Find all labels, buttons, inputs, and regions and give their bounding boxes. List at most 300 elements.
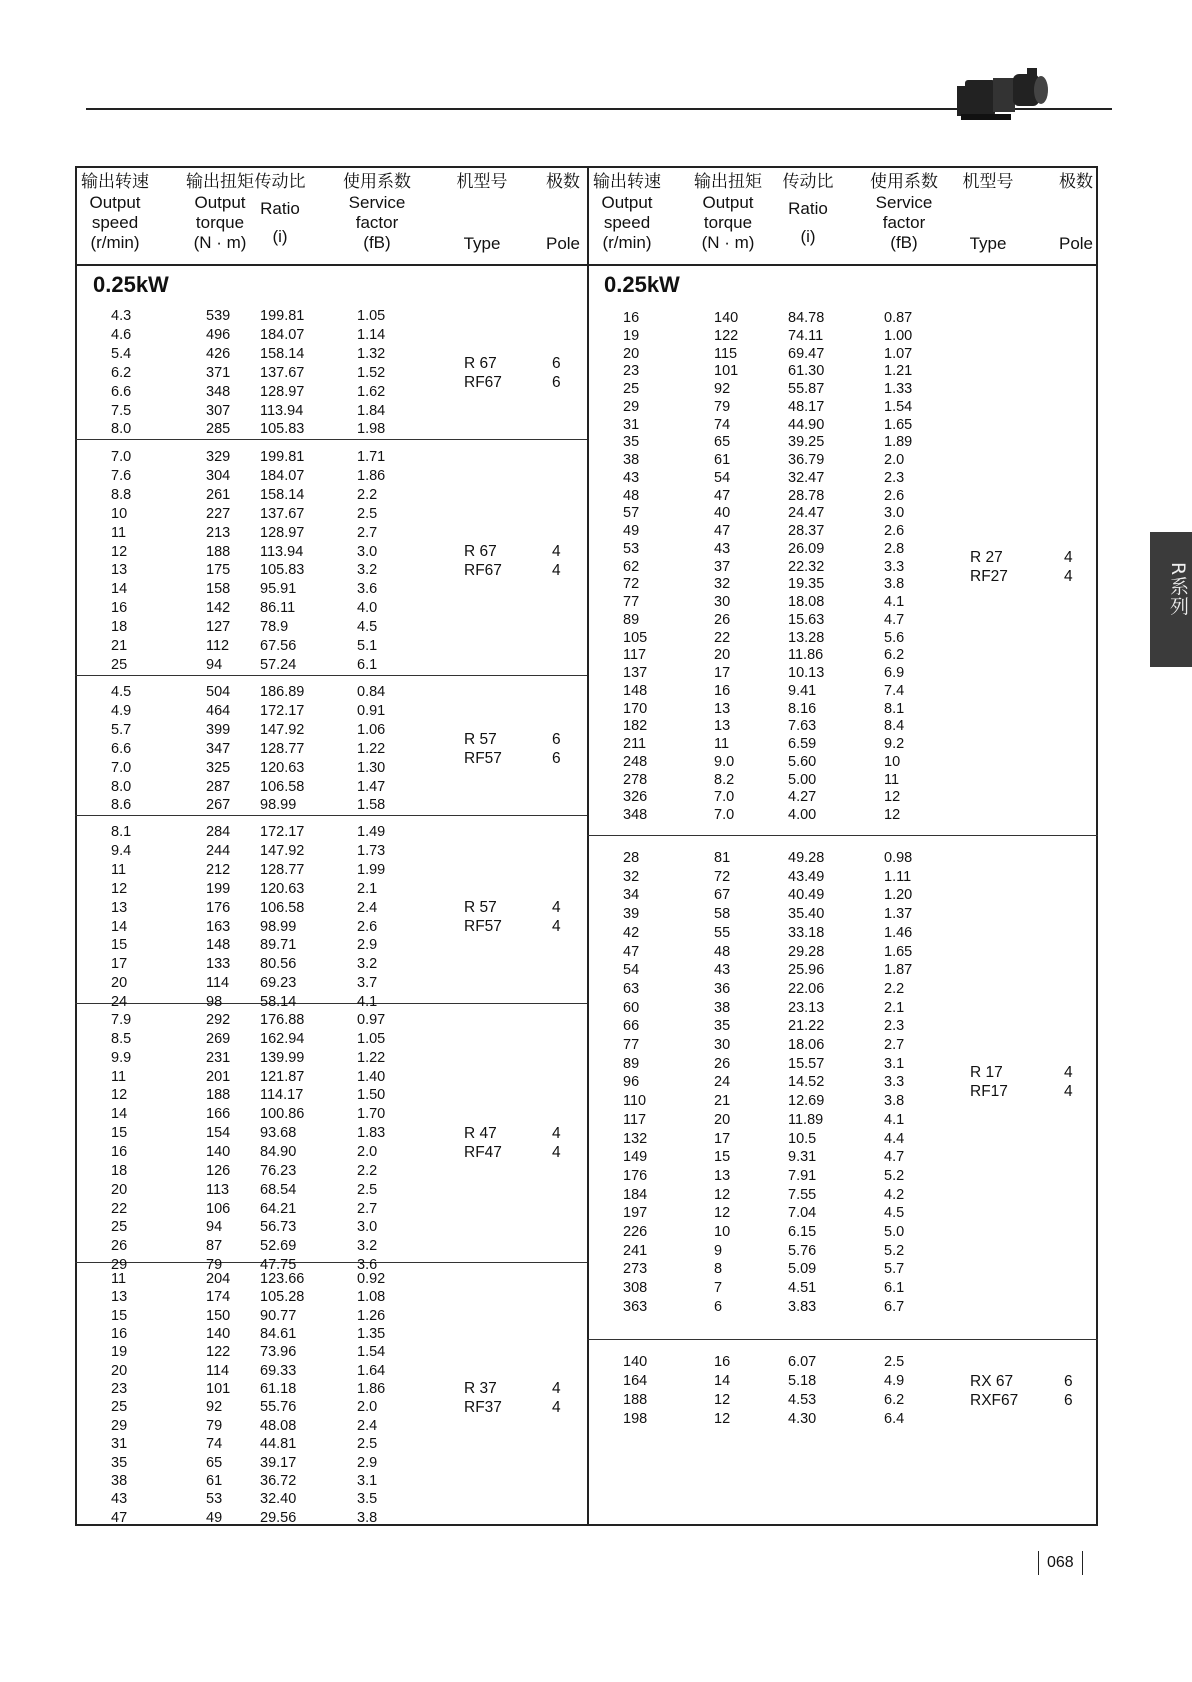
torque-cell: 36 (714, 980, 731, 997)
service-factor-cell: 2.0 (884, 452, 905, 468)
service-factor-cell: 2.9 (357, 937, 378, 954)
speed-cell: 96 (623, 1074, 640, 1091)
table-row (0, 1353, 1192, 1371)
ratio-cell: 11.86 (788, 647, 824, 664)
header-type-en: Type (463, 234, 501, 253)
ratio-cell: 40.49 (788, 887, 825, 904)
ratio-cell: 8.16 (788, 700, 817, 717)
service-factor-cell: 12 (884, 807, 901, 823)
speed-cell: 14 (111, 581, 128, 598)
speed-cell: 9.4 (111, 842, 132, 859)
torque-cell: 126 (206, 1162, 231, 1179)
speed-cell: 47 (111, 1509, 128, 1526)
ratio-cell: 11.89 (788, 1111, 824, 1128)
ratio-cell: 95.91 (260, 581, 297, 598)
speed-cell: 72 (623, 576, 640, 593)
speed-cell: 4.6 (111, 326, 132, 343)
speed-cell: 24 (111, 994, 128, 1011)
torque-cell: 47 (714, 523, 731, 539)
torque-cell: 12 (714, 1392, 731, 1408)
table-row (0, 1204, 1192, 1222)
ratio-cell: 19.35 (788, 576, 825, 593)
speed-cell: 176 (623, 1167, 648, 1184)
service-factor-cell: 1.62 (357, 383, 386, 400)
speed-cell: 9.9 (111, 1049, 132, 1066)
table-row (0, 629, 1192, 647)
ratio-cell: 5.00 (788, 771, 817, 788)
speed-cell: 77 (623, 594, 640, 610)
group-separator (587, 835, 1098, 836)
table-row (0, 823, 1192, 841)
service-factor-cell: 2.1 (357, 880, 378, 897)
ratio-cell: 139.99 (260, 1049, 305, 1066)
service-factor-cell: 1.49 (357, 824, 386, 840)
service-factor-cell: 1.86 (357, 1381, 386, 1398)
ratio-cell: 14.52 (788, 1074, 825, 1091)
ratio-cell: 28.78 (788, 487, 825, 504)
speed-cell: 28 (623, 850, 640, 866)
table-row (0, 868, 1192, 886)
speed-cell: 13 (111, 562, 128, 579)
header-service-line: (fB) (363, 233, 391, 252)
torque-cell: 287 (206, 778, 231, 795)
table-row (0, 469, 1192, 487)
torque-cell: 10 (714, 1224, 731, 1240)
ratio-cell: 36.72 (260, 1472, 297, 1489)
service-factor-cell: 1.98 (357, 421, 386, 438)
ratio-cell: 128.77 (260, 861, 305, 878)
table-row (0, 1017, 1192, 1035)
torque-cell: 7.0 (714, 807, 735, 823)
torque-cell: 127 (206, 619, 231, 636)
speed-cell: 12 (111, 543, 128, 560)
ratio-cell: 6.07 (788, 1354, 817, 1370)
speed-cell: 12 (111, 880, 128, 897)
speed-cell: 20 (111, 1362, 128, 1379)
speed-cell: 49 (623, 523, 640, 539)
ratio-cell: 113.94 (260, 543, 304, 560)
table-row (0, 1167, 1192, 1185)
ratio-cell: 52.69 (260, 1238, 297, 1255)
table-row (0, 451, 1192, 469)
ratio-cell: 64.21 (260, 1200, 297, 1217)
ratio-cell: 61.18 (260, 1381, 297, 1398)
table-row (0, 788, 1192, 806)
ratio-cell: 100.86 (260, 1106, 305, 1123)
speed-cell: 6.6 (111, 383, 132, 400)
ratio-cell: 4.51 (788, 1280, 817, 1297)
header-pole-cn: 极数 (546, 172, 580, 191)
ratio-cell: 84.61 (260, 1326, 297, 1343)
table-row (0, 1372, 1192, 1390)
service-factor-cell: 8.1 (884, 700, 905, 717)
ratio-cell: 10.13 (788, 665, 825, 681)
torque-cell: 213 (206, 524, 231, 541)
torque-cell: 40 (714, 505, 731, 522)
speed-cell: 23 (111, 1381, 128, 1398)
pole-label: 4 (1064, 1064, 1073, 1082)
pole-label: 4 (552, 918, 561, 936)
speed-cell: 7.9 (111, 1012, 132, 1028)
ratio-cell: 3.83 (788, 1298, 817, 1315)
torque-cell: 371 (206, 364, 231, 381)
ratio-cell: 69.33 (260, 1362, 297, 1379)
service-factor-cell: 4.5 (357, 619, 378, 636)
speed-cell: 7.5 (111, 402, 132, 419)
ratio-cell: 172.17 (260, 702, 305, 719)
service-factor-cell: 1.58 (357, 797, 386, 814)
table-row (0, 1111, 1192, 1129)
ratio-cell: 12.69 (788, 1093, 825, 1110)
speed-cell: 43 (623, 469, 640, 486)
speed-cell: 16 (623, 310, 640, 326)
header-ratio (245, 172, 315, 247)
ratio-cell: 33.18 (788, 924, 825, 941)
service-factor-cell: 1.05 (357, 308, 386, 324)
torque-cell: 284 (206, 824, 231, 840)
service-factor-cell: 7.4 (884, 682, 905, 699)
type-label: RXF67 (970, 1391, 1019, 1409)
torque-cell: 292 (206, 1012, 231, 1028)
service-factor-cell: 3.1 (357, 1472, 378, 1489)
torque-cell: 37 (714, 558, 731, 575)
speed-cell: 8.1 (111, 824, 132, 840)
table-row (0, 522, 1192, 540)
table-row (0, 327, 1192, 345)
torque-cell: 61 (714, 452, 731, 468)
torque-cell: 6 (714, 1298, 723, 1315)
table-row (0, 664, 1192, 682)
ratio-cell: 43.49 (788, 868, 825, 885)
speed-cell: 16 (111, 600, 128, 617)
torque-cell: 12 (714, 1205, 731, 1222)
ratio-cell: 29.28 (788, 943, 825, 960)
torque-cell: 154 (206, 1125, 231, 1142)
ratio-cell: 120.63 (260, 880, 305, 897)
header-service-line: Service (875, 193, 933, 212)
pole-label: 6 (552, 730, 561, 748)
ratio-cell: 106.58 (260, 778, 305, 795)
group-separator (587, 1339, 1098, 1340)
table-row (0, 1298, 1192, 1316)
torque-cell: 12 (714, 1186, 731, 1203)
torque-cell: 12 (714, 1411, 731, 1427)
torque-cell: 92 (714, 381, 731, 397)
ratio-cell: 13.28 (788, 629, 825, 646)
speed-cell: 25 (111, 1399, 128, 1416)
service-factor-cell: 4.9 (884, 1373, 905, 1389)
ratio-cell: 98.99 (260, 918, 297, 935)
service-factor-cell: 2.3 (884, 469, 905, 486)
service-factor-cell: 2.9 (357, 1454, 378, 1471)
torque-cell: 188 (206, 1087, 231, 1104)
pole-label: 6 (1064, 1391, 1073, 1409)
header-torque-line: 输出扭矩 (694, 172, 762, 192)
header-service (329, 172, 425, 253)
header-torque-line: (N · m) (193, 233, 247, 252)
speed-cell: 25 (111, 656, 128, 673)
torque-cell: 32 (714, 576, 731, 593)
service-factor-cell: 6.9 (884, 665, 905, 681)
speed-cell: 15 (111, 937, 128, 954)
ratio-cell: 137.67 (260, 505, 305, 522)
torque-cell: 16 (714, 1354, 731, 1370)
speed-cell: 226 (623, 1224, 648, 1240)
table-row (0, 1279, 1192, 1297)
speed-cell: 60 (623, 999, 640, 1016)
service-factor-cell: 2.2 (357, 486, 378, 503)
table-row (0, 849, 1192, 867)
service-factor-cell: 3.8 (357, 1509, 378, 1526)
ratio-cell: 47.75 (260, 1257, 297, 1274)
table-row (0, 309, 1192, 327)
torque-cell: 13 (714, 1167, 731, 1184)
speed-cell: 4.9 (111, 702, 132, 719)
speed-cell: 18 (111, 1162, 128, 1179)
torque-cell: 101 (714, 363, 739, 380)
ratio-cell: 120.63 (260, 759, 305, 776)
service-factor-cell: 1.06 (357, 721, 386, 738)
ratio-cell: 6.59 (788, 736, 817, 752)
torque-cell: 112 (206, 638, 230, 654)
gear-motor-icon (955, 66, 1055, 122)
torque-cell: 47 (714, 487, 731, 504)
ratio-cell: 80.56 (260, 956, 297, 973)
service-factor-cell: 0.97 (357, 1012, 386, 1028)
torque-cell: 43 (714, 540, 731, 557)
speed-cell: 6.6 (111, 740, 132, 757)
speed-cell: 308 (623, 1280, 648, 1297)
service-factor-cell: 3.2 (357, 956, 378, 973)
torque-cell: 113 (206, 1181, 230, 1198)
service-factor-cell: 1.99 (357, 861, 386, 878)
torque-cell: 72 (714, 868, 731, 885)
service-factor-cell: 2.5 (884, 1354, 905, 1370)
type-label: R 57 (464, 730, 497, 748)
table-row (0, 999, 1192, 1017)
speed-cell: 20 (623, 345, 640, 362)
torque-cell: 67 (714, 887, 731, 904)
torque-cell: 269 (206, 1030, 231, 1047)
table-row (0, 943, 1192, 961)
speed-cell: 273 (623, 1261, 648, 1278)
ratio-cell: 4.30 (788, 1411, 817, 1427)
torque-cell: 7 (714, 1280, 723, 1297)
service-factor-cell: 6.7 (884, 1298, 905, 1315)
torque-cell: 55 (714, 924, 731, 941)
service-factor-cell: 1.00 (884, 327, 913, 344)
ratio-cell: 176.88 (260, 1012, 305, 1028)
table-row (0, 1223, 1192, 1241)
header-service-line: 使用系数 (343, 172, 411, 192)
torque-cell: 8 (714, 1261, 723, 1278)
service-factor-cell: 2.7 (357, 524, 378, 541)
torque-cell: 174 (206, 1289, 231, 1306)
torque-cell: 348 (206, 383, 231, 400)
service-factor-cell: 3.2 (357, 562, 378, 579)
table-row (0, 540, 1192, 558)
service-factor-cell: 3.8 (884, 576, 905, 593)
service-factor-cell: 1.50 (357, 1087, 386, 1104)
table-row (0, 1148, 1192, 1166)
service-factor-cell: 3.0 (357, 543, 378, 560)
table-row (0, 886, 1192, 904)
header-service-line: 使用系数 (870, 172, 938, 192)
torque-cell: 140 (206, 1143, 231, 1160)
torque-cell: 347 (206, 740, 231, 757)
ratio-cell: 18.06 (788, 1037, 825, 1053)
service-factor-cell: 2.6 (884, 487, 905, 504)
speed-cell: 17 (111, 956, 128, 973)
speed-cell: 25 (111, 1219, 128, 1236)
type-label: R 47 (464, 1124, 497, 1142)
speed-cell: 14 (111, 1106, 128, 1123)
speed-cell: 21 (111, 638, 128, 654)
service-factor-cell: 1.54 (357, 1344, 386, 1361)
speed-cell: 77 (623, 1037, 640, 1053)
speed-cell: 39 (623, 906, 640, 923)
pole-label: 4 (552, 1124, 561, 1142)
header-ratio-line: (i) (800, 227, 816, 246)
service-factor-cell: 2.0 (357, 1399, 378, 1416)
torque-cell: 101 (206, 1381, 231, 1398)
page-number: 068 (1038, 1551, 1083, 1575)
speed-cell: 62 (623, 558, 640, 575)
service-factor-cell: 0.92 (357, 1271, 386, 1287)
torque-cell: 43 (714, 962, 731, 979)
table-row (0, 806, 1192, 824)
service-factor-cell: 10 (884, 753, 901, 770)
service-factor-cell: 6.1 (357, 656, 378, 673)
service-factor-cell: 1.14 (357, 326, 386, 343)
torque-cell: 261 (206, 486, 231, 503)
type-label: RF57 (464, 918, 502, 936)
speed-cell: 182 (623, 718, 648, 735)
speed-cell: 117 (623, 647, 647, 664)
pole-label: 4 (552, 542, 561, 560)
header-speed-line: Output (601, 193, 653, 212)
ratio-cell: 35.40 (788, 906, 825, 923)
speed-cell: 31 (623, 416, 640, 433)
speed-cell: 54 (623, 962, 640, 979)
torque-cell: 17 (714, 665, 731, 681)
torque-cell: 199 (206, 880, 231, 897)
pole-label: 4 (552, 1380, 561, 1398)
service-factor-cell: 2.4 (357, 1417, 378, 1434)
header-type-en: Type (969, 234, 1007, 253)
ratio-cell: 128.77 (260, 740, 305, 757)
service-factor-cell: 1.65 (884, 943, 913, 960)
speed-cell: 110 (623, 1093, 647, 1110)
pole-label: 6 (552, 373, 561, 391)
ratio-cell: 98.99 (260, 797, 297, 814)
ratio-cell: 199.81 (260, 449, 305, 465)
service-factor-cell: 1.86 (357, 467, 386, 484)
table-row (0, 771, 1192, 789)
ratio-cell: 137.67 (260, 364, 305, 381)
speed-cell: 4.5 (111, 684, 132, 700)
pole-label: 4 (1064, 548, 1073, 566)
service-factor-cell: 2.6 (357, 918, 378, 935)
service-factor-cell: 1.07 (884, 345, 913, 362)
ratio-cell: 186.89 (260, 684, 305, 700)
table-row (0, 980, 1192, 998)
table-row (0, 398, 1192, 416)
type-label: R 27 (970, 548, 1003, 566)
ratio-cell: 4.00 (788, 807, 817, 823)
torque-cell: 14 (714, 1373, 731, 1389)
ratio-cell: 10.5 (788, 1130, 817, 1147)
speed-cell: 63 (623, 980, 640, 997)
service-factor-cell: 4.5 (884, 1205, 905, 1222)
ratio-cell: 74.11 (788, 327, 824, 344)
torque-cell: 201 (206, 1068, 231, 1085)
service-factor-cell: 6.2 (884, 1392, 905, 1408)
ratio-cell: 24.47 (788, 505, 825, 522)
speed-cell: 89 (623, 611, 640, 628)
torque-cell: 87 (206, 1238, 223, 1255)
table-row (0, 362, 1192, 380)
header-service-line: factor (355, 213, 399, 232)
speed-cell: 8.0 (111, 421, 132, 438)
service-factor-cell: 4.4 (884, 1130, 905, 1147)
header-ratio-line: (i) (272, 227, 288, 246)
header-speed-line: speed (603, 213, 651, 232)
torque-cell: 11 (714, 736, 730, 752)
speed-cell: 19 (111, 1344, 128, 1361)
pole-label: 4 (1064, 567, 1073, 585)
speed-cell: 16 (111, 1326, 128, 1343)
torque-cell: 74 (206, 1436, 223, 1453)
pole-label: 4 (552, 899, 561, 917)
ratio-cell: 7.04 (788, 1205, 817, 1222)
torque-cell: 285 (206, 421, 231, 438)
speed-cell: 53 (623, 540, 640, 557)
service-factor-cell: 4.2 (884, 1186, 905, 1203)
ratio-cell: 22.32 (788, 558, 825, 575)
torque-cell: 74 (714, 416, 731, 433)
service-factor-cell: 1.71 (357, 449, 386, 465)
speed-cell: 20 (111, 975, 128, 992)
service-factor-cell: 2.5 (357, 505, 378, 522)
ratio-cell: 29.56 (260, 1509, 297, 1526)
ratio-cell: 84.90 (260, 1143, 297, 1160)
table-row (0, 924, 1192, 942)
torque-cell: 122 (714, 327, 739, 344)
torque-cell: 58 (714, 906, 731, 923)
speed-cell: 132 (623, 1130, 648, 1147)
torque-cell: 79 (206, 1257, 223, 1274)
ratio-cell: 48.08 (260, 1417, 297, 1434)
ratio-cell: 23.13 (788, 999, 825, 1016)
torque-cell: 53 (206, 1491, 223, 1508)
speed-cell: 32 (623, 868, 640, 885)
table-row (0, 611, 1192, 629)
ratio-cell: 7.55 (788, 1186, 817, 1203)
service-factor-cell: 12 (884, 789, 901, 806)
header-torque-line: torque (195, 213, 245, 232)
ratio-cell: 55.76 (260, 1399, 297, 1416)
pole-label: 4 (552, 561, 561, 579)
speed-cell: 6.2 (111, 364, 132, 381)
header-ratio-line: Ratio (788, 199, 828, 218)
speed-cell: 19 (623, 327, 640, 344)
header-speed (71, 172, 159, 253)
ratio-cell: 32.40 (260, 1491, 297, 1508)
speed-cell: 29 (111, 1257, 128, 1274)
pole-label: 6 (552, 749, 561, 767)
speed-cell: 5.7 (111, 721, 132, 738)
